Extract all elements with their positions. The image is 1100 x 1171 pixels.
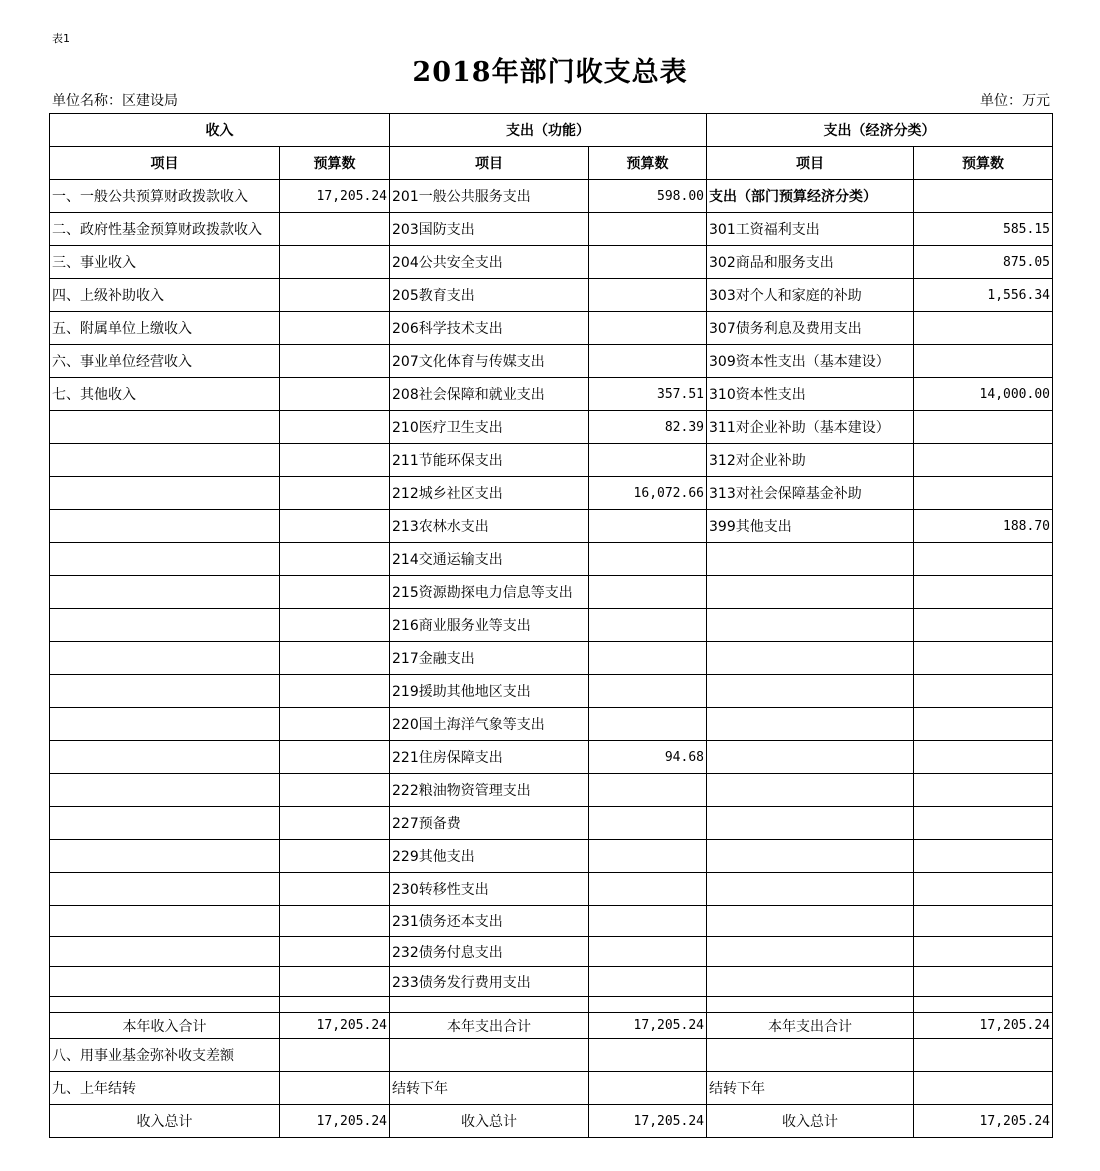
- amount-cell: [589, 774, 707, 807]
- amount-cell: [589, 444, 707, 477]
- item-cell: 206科学技术支出: [390, 312, 589, 345]
- table-row: [50, 873, 1053, 906]
- amount-cell: [280, 213, 390, 246]
- amount-cell: 17,205.24: [280, 1013, 390, 1039]
- table-row: [50, 378, 1053, 411]
- table-row: [50, 906, 1053, 937]
- amount-cell: [280, 873, 390, 906]
- amount-cell: [914, 576, 1053, 609]
- amount-cell: 17,205.24: [589, 1013, 707, 1039]
- amount-cell: [589, 1039, 707, 1072]
- amount-cell: [914, 840, 1053, 873]
- item-cell: 214交通运输支出: [390, 543, 589, 576]
- item-cell: 一、一般公共预算财政拨款收入: [50, 180, 280, 213]
- table-row: [50, 411, 1053, 444]
- amount-cell: [589, 312, 707, 345]
- amount-cell: [914, 543, 1053, 576]
- table-row: [50, 510, 1053, 543]
- table-row: [50, 774, 1053, 807]
- amount-cell: [280, 741, 390, 774]
- item-cell: 本年收入合计: [50, 1013, 280, 1039]
- item-cell: 303对个人和家庭的补助: [707, 279, 914, 312]
- item-cell: 结转下年: [390, 1072, 589, 1105]
- item-cell: 311对企业补助（基本建设）: [707, 411, 914, 444]
- amount-cell: [589, 279, 707, 312]
- amount-cell: [914, 873, 1053, 906]
- item-cell: [50, 543, 280, 576]
- item-cell: 216商业服务业等支出: [390, 609, 589, 642]
- amount-cell: [589, 213, 707, 246]
- item-cell: [707, 1039, 914, 1072]
- item-cell: 302商品和服务支出: [707, 246, 914, 279]
- amount-cell: [280, 675, 390, 708]
- item-cell: 301工资福利支出: [707, 213, 914, 246]
- amount-cell: [280, 576, 390, 609]
- amount-cell: [589, 937, 707, 967]
- table-row: [50, 1013, 1053, 1039]
- amount-cell: [589, 609, 707, 642]
- amount-cell: [280, 1072, 390, 1105]
- item-cell: 支出（部门预算经济分类）: [707, 180, 914, 213]
- item-cell: 六、事业单位经营收入: [50, 345, 280, 378]
- item-cell: [50, 609, 280, 642]
- amount-cell: 357.51: [589, 378, 707, 411]
- amount-cell: [589, 807, 707, 840]
- amount-cell: [280, 444, 390, 477]
- item-cell: [50, 411, 280, 444]
- item-cell: [390, 997, 589, 1013]
- amount-cell: [280, 279, 390, 312]
- table-row: [50, 345, 1053, 378]
- item-cell: 309资本性支出（基本建设）: [707, 345, 914, 378]
- amount-cell: [914, 741, 1053, 774]
- item-cell: [50, 477, 280, 510]
- item-cell: 二、政府性基金预算财政拨款收入: [50, 213, 280, 246]
- table-row: [50, 312, 1053, 345]
- amount-cell: [280, 840, 390, 873]
- amount-cell: [280, 411, 390, 444]
- amount-cell: [589, 840, 707, 873]
- amount-cell: [914, 997, 1053, 1013]
- item-cell: 四、上级补助收入: [50, 279, 280, 312]
- table-row: [50, 609, 1053, 642]
- amount-cell: [280, 510, 390, 543]
- amount-cell: 14,000.00: [914, 378, 1053, 411]
- amount-cell: [589, 510, 707, 543]
- amount-cell: 17,205.24: [280, 180, 390, 213]
- table-row: [50, 1105, 1053, 1138]
- col-item-header: 项目: [390, 147, 589, 180]
- item-cell: [50, 642, 280, 675]
- table-row: [50, 1039, 1053, 1072]
- col-budget-header: 预算数: [280, 147, 390, 180]
- amount-cell: [280, 967, 390, 997]
- amount-cell: [589, 642, 707, 675]
- item-cell: [707, 576, 914, 609]
- amount-cell: [589, 997, 707, 1013]
- item-cell: 220国土海洋气象等支出: [390, 708, 589, 741]
- item-cell: 205教育支出: [390, 279, 589, 312]
- col-budget-header: 预算数: [589, 147, 707, 180]
- item-cell: 399其他支出: [707, 510, 914, 543]
- item-cell: 312对企业补助: [707, 444, 914, 477]
- item-cell: 收入总计: [50, 1105, 280, 1138]
- income-header: 收入: [50, 114, 390, 147]
- item-cell: [50, 774, 280, 807]
- item-cell: 七、其他收入: [50, 378, 280, 411]
- amount-cell: [589, 708, 707, 741]
- amount-cell: [914, 180, 1053, 213]
- table-row: [50, 1072, 1053, 1105]
- item-cell: 233债务发行费用支出: [390, 967, 589, 997]
- item-cell: 210医疗卫生支出: [390, 411, 589, 444]
- col-budget-header: 预算数: [914, 147, 1053, 180]
- item-cell: 203国防支出: [390, 213, 589, 246]
- item-cell: [707, 906, 914, 937]
- amount-cell: [280, 906, 390, 937]
- budget-table: [49, 113, 1053, 1138]
- amount-cell: [914, 411, 1053, 444]
- amount-cell: [914, 444, 1053, 477]
- amount-cell: [914, 642, 1053, 675]
- amount-cell: 17,205.24: [280, 1105, 390, 1138]
- amount-cell: [914, 937, 1053, 967]
- item-cell: 208社会保障和就业支出: [390, 378, 589, 411]
- amount-cell: 875.05: [914, 246, 1053, 279]
- table-row: [50, 741, 1053, 774]
- amount-cell: 94.68: [589, 741, 707, 774]
- item-cell: [50, 807, 280, 840]
- amount-cell: [914, 477, 1053, 510]
- table-row: [50, 967, 1053, 997]
- expense-econ-header: 支出（经济分类）: [707, 114, 1053, 147]
- item-cell: [707, 741, 914, 774]
- amount-cell: [280, 378, 390, 411]
- item-cell: 230转移性支出: [390, 873, 589, 906]
- item-cell: [50, 510, 280, 543]
- amount-cell: [280, 937, 390, 967]
- item-cell: 收入总计: [707, 1105, 914, 1138]
- item-cell: 307债务利息及费用支出: [707, 312, 914, 345]
- item-cell: 本年支出合计: [707, 1013, 914, 1039]
- item-cell: 313对社会保障基金补助: [707, 477, 914, 510]
- item-cell: 九、上年结转: [50, 1072, 280, 1105]
- amount-cell: [914, 609, 1053, 642]
- amount-cell: 598.00: [589, 180, 707, 213]
- table-row: [50, 543, 1053, 576]
- amount-cell: [914, 1072, 1053, 1105]
- col-item-header: 项目: [707, 147, 914, 180]
- item-cell: 五、附属单位上缴收入: [50, 312, 280, 345]
- table-row: [50, 675, 1053, 708]
- table-row: [50, 807, 1053, 840]
- item-cell: [50, 741, 280, 774]
- table-row: [50, 444, 1053, 477]
- item-cell: [707, 937, 914, 967]
- amount-cell: [914, 708, 1053, 741]
- amount-cell: [914, 312, 1053, 345]
- amount-cell: [589, 246, 707, 279]
- amount-cell: [280, 609, 390, 642]
- amount-cell: 585.15: [914, 213, 1053, 246]
- item-cell: 310资本性支出: [707, 378, 914, 411]
- amount-cell: 17,205.24: [914, 1013, 1053, 1039]
- item-cell: [707, 807, 914, 840]
- amount-cell: 82.39: [589, 411, 707, 444]
- table-row: [50, 708, 1053, 741]
- amount-cell: [589, 576, 707, 609]
- item-cell: 结转下年: [707, 1072, 914, 1105]
- table-row: [50, 180, 1053, 213]
- amount-cell: [280, 477, 390, 510]
- amount-cell: [280, 246, 390, 279]
- amount-cell: [914, 967, 1053, 997]
- amount-cell: 1,556.34: [914, 279, 1053, 312]
- page-title: 2018年部门收支总表: [412, 57, 688, 88]
- table-row: [50, 937, 1053, 967]
- item-cell: [50, 576, 280, 609]
- item-cell: [50, 997, 280, 1013]
- item-cell: 221住房保障支出: [390, 741, 589, 774]
- item-cell: [707, 997, 914, 1013]
- amount-cell: [589, 543, 707, 576]
- item-cell: 204公共安全支出: [390, 246, 589, 279]
- amount-cell: [914, 1039, 1053, 1072]
- item-cell: [707, 708, 914, 741]
- item-cell: [50, 840, 280, 873]
- item-cell: 217金融支出: [390, 642, 589, 675]
- table-row: [50, 840, 1053, 873]
- amount-cell: [280, 708, 390, 741]
- item-cell: 八、用事业基金弥补收支差额: [50, 1039, 280, 1072]
- sheet-tag: 表1: [52, 32, 70, 45]
- amount-cell: [914, 807, 1053, 840]
- amount-cell: [280, 774, 390, 807]
- amount-cell: [914, 774, 1053, 807]
- item-cell: 207文化体育与传媒支出: [390, 345, 589, 378]
- item-cell: 212城乡社区支出: [390, 477, 589, 510]
- amount-cell: 17,205.24: [914, 1105, 1053, 1138]
- item-cell: 215资源勘探电力信息等支出: [390, 576, 589, 609]
- table-row: [50, 576, 1053, 609]
- amount-cell: 17,205.24: [589, 1105, 707, 1138]
- item-cell: [707, 873, 914, 906]
- item-cell: [707, 774, 914, 807]
- item-cell: [50, 675, 280, 708]
- unit-name: 单位名称：区建设局: [52, 93, 178, 109]
- item-cell: [707, 609, 914, 642]
- amount-cell: [589, 675, 707, 708]
- item-cell: 231债务还本支出: [390, 906, 589, 937]
- amount-cell: [280, 543, 390, 576]
- item-cell: 201一般公共服务支出: [390, 180, 589, 213]
- item-cell: [707, 642, 914, 675]
- col-item-header: 项目: [50, 147, 280, 180]
- amount-cell: [589, 345, 707, 378]
- amount-cell: [914, 906, 1053, 937]
- item-cell: [390, 1039, 589, 1072]
- amount-cell: 188.70: [914, 510, 1053, 543]
- item-cell: 219援助其他地区支出: [390, 675, 589, 708]
- item-cell: [50, 967, 280, 997]
- item-cell: [707, 967, 914, 997]
- item-cell: [50, 906, 280, 937]
- amount-cell: [914, 675, 1053, 708]
- item-cell: 222粮油物资管理支出: [390, 774, 589, 807]
- currency-unit: 单位：万元: [980, 93, 1050, 109]
- amount-cell: [280, 642, 390, 675]
- header-col-row: [50, 147, 1053, 180]
- amount-cell: [914, 345, 1053, 378]
- item-cell: [50, 937, 280, 967]
- table-row: [50, 213, 1053, 246]
- item-cell: 232债务付息支出: [390, 937, 589, 967]
- table-row: [50, 477, 1053, 510]
- item-cell: 本年支出合计: [390, 1013, 589, 1039]
- table-row: [50, 642, 1053, 675]
- amount-cell: [280, 807, 390, 840]
- item-cell: [707, 543, 914, 576]
- amount-cell: 16,072.66: [589, 477, 707, 510]
- item-cell: [50, 873, 280, 906]
- header-group-row: [50, 114, 1053, 147]
- table-row: [50, 246, 1053, 279]
- amount-cell: [280, 345, 390, 378]
- amount-cell: [589, 967, 707, 997]
- item-cell: 227预备费: [390, 807, 589, 840]
- item-cell: 211节能环保支出: [390, 444, 589, 477]
- table-row: [50, 997, 1053, 1013]
- amount-cell: [280, 312, 390, 345]
- amount-cell: [589, 873, 707, 906]
- item-cell: [50, 708, 280, 741]
- table-row: [50, 279, 1053, 312]
- expense-func-header: 支出（功能）: [390, 114, 707, 147]
- item-cell: 三、事业收入: [50, 246, 280, 279]
- item-cell: 229其他支出: [390, 840, 589, 873]
- amount-cell: [589, 1072, 707, 1105]
- item-cell: [707, 675, 914, 708]
- item-cell: [707, 840, 914, 873]
- item-cell: [50, 444, 280, 477]
- amount-cell: [280, 1039, 390, 1072]
- amount-cell: [589, 906, 707, 937]
- item-cell: 213农林水支出: [390, 510, 589, 543]
- amount-cell: [280, 997, 390, 1013]
- item-cell: 收入总计: [390, 1105, 589, 1138]
